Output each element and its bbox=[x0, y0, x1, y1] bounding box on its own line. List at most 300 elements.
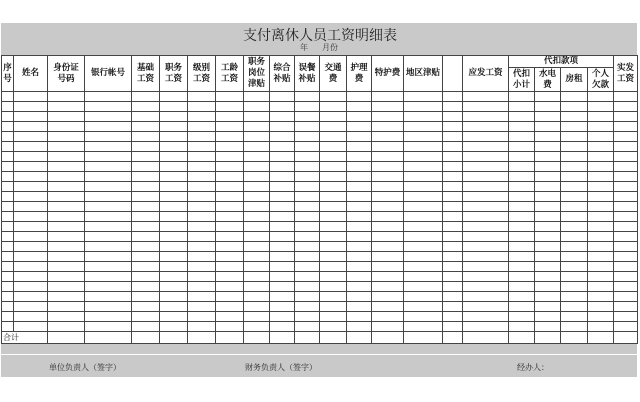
table-cell[interactable] bbox=[320, 102, 347, 112]
table-cell[interactable] bbox=[48, 202, 85, 212]
table-cell[interactable] bbox=[132, 172, 160, 182]
table-cell[interactable] bbox=[347, 222, 372, 232]
table-cell[interactable] bbox=[443, 172, 463, 182]
table-cell[interactable] bbox=[561, 302, 588, 312]
table-cell[interactable] bbox=[463, 102, 509, 112]
table-cell[interactable] bbox=[588, 102, 614, 112]
table-cell[interactable] bbox=[320, 232, 347, 242]
table-cell[interactable] bbox=[160, 272, 188, 282]
table-cell[interactable] bbox=[614, 322, 638, 332]
table-cell[interactable] bbox=[2, 172, 14, 182]
total-cell[interactable] bbox=[188, 332, 216, 344]
table-cell[interactable] bbox=[614, 282, 638, 292]
table-cell[interactable] bbox=[160, 92, 188, 102]
table-cell[interactable] bbox=[188, 292, 216, 302]
table-cell[interactable] bbox=[132, 112, 160, 122]
table-cell[interactable] bbox=[561, 242, 588, 252]
table-cell[interactable] bbox=[443, 312, 463, 322]
table-cell[interactable] bbox=[509, 312, 535, 322]
table-cell[interactable] bbox=[561, 292, 588, 302]
table-cell[interactable] bbox=[614, 172, 638, 182]
table-cell[interactable] bbox=[561, 222, 588, 232]
table-cell[interactable] bbox=[295, 252, 320, 262]
table-cell[interactable] bbox=[270, 262, 295, 272]
table-cell[interactable] bbox=[561, 162, 588, 172]
table-cell[interactable] bbox=[614, 142, 638, 152]
table-cell[interactable] bbox=[372, 92, 404, 102]
table-cell[interactable] bbox=[14, 132, 48, 142]
table-cell[interactable] bbox=[14, 262, 48, 272]
table-cell[interactable] bbox=[588, 202, 614, 212]
table-cell[interactable] bbox=[404, 172, 443, 182]
table-cell[interactable] bbox=[295, 92, 320, 102]
table-cell[interactable] bbox=[160, 222, 188, 232]
table-cell[interactable] bbox=[2, 132, 14, 142]
total-cell[interactable] bbox=[509, 332, 535, 344]
table-cell[interactable] bbox=[443, 122, 463, 132]
total-cell[interactable] bbox=[463, 332, 509, 344]
table-cell[interactable] bbox=[132, 212, 160, 222]
table-cell[interactable] bbox=[216, 312, 244, 322]
table-cell[interactable] bbox=[443, 102, 463, 112]
table-cell[interactable] bbox=[216, 282, 244, 292]
table-cell[interactable] bbox=[270, 272, 295, 282]
table-cell[interactable] bbox=[347, 132, 372, 142]
table-cell[interactable] bbox=[463, 182, 509, 192]
table-cell[interactable] bbox=[614, 112, 638, 122]
table-cell[interactable] bbox=[509, 102, 535, 112]
table-cell[interactable] bbox=[270, 132, 295, 142]
table-cell[interactable] bbox=[463, 282, 509, 292]
table-cell[interactable] bbox=[85, 322, 132, 332]
table-cell[interactable] bbox=[463, 172, 509, 182]
table-cell[interactable] bbox=[614, 302, 638, 312]
table-cell[interactable] bbox=[85, 232, 132, 242]
table-cell[interactable] bbox=[463, 262, 509, 272]
table-cell[interactable] bbox=[160, 302, 188, 312]
table-cell[interactable] bbox=[244, 322, 270, 332]
table-cell[interactable] bbox=[347, 202, 372, 212]
table-cell[interactable] bbox=[347, 162, 372, 172]
table-cell[interactable] bbox=[244, 92, 270, 102]
table-cell[interactable] bbox=[85, 172, 132, 182]
table-cell[interactable] bbox=[160, 112, 188, 122]
table-cell[interactable] bbox=[404, 192, 443, 202]
table-cell[interactable] bbox=[132, 292, 160, 302]
table-cell[interactable] bbox=[14, 282, 48, 292]
table-cell[interactable] bbox=[216, 132, 244, 142]
table-cell[interactable] bbox=[588, 182, 614, 192]
table-cell[interactable] bbox=[509, 232, 535, 242]
table-cell[interactable] bbox=[614, 182, 638, 192]
table-cell[interactable] bbox=[561, 132, 588, 142]
table-cell[interactable] bbox=[588, 142, 614, 152]
table-cell[interactable] bbox=[347, 252, 372, 262]
table-cell[interactable] bbox=[132, 222, 160, 232]
table-cell[interactable] bbox=[14, 232, 48, 242]
table-cell[interactable] bbox=[160, 132, 188, 142]
table-cell[interactable] bbox=[2, 282, 14, 292]
table-cell[interactable] bbox=[132, 192, 160, 202]
table-cell[interactable] bbox=[372, 152, 404, 162]
table-cell[interactable] bbox=[48, 272, 85, 282]
table-cell[interactable] bbox=[216, 122, 244, 132]
table-cell[interactable] bbox=[320, 212, 347, 222]
table-cell[interactable] bbox=[404, 92, 443, 102]
table-cell[interactable] bbox=[244, 122, 270, 132]
table-cell[interactable] bbox=[535, 222, 561, 232]
table-cell[interactable] bbox=[48, 252, 85, 262]
table-cell[interactable] bbox=[561, 272, 588, 282]
table-cell[interactable] bbox=[244, 132, 270, 142]
table-cell[interactable] bbox=[443, 232, 463, 242]
table-cell[interactable] bbox=[588, 122, 614, 132]
table-cell[interactable] bbox=[588, 252, 614, 262]
table-cell[interactable] bbox=[14, 292, 48, 302]
table-cell[interactable] bbox=[561, 202, 588, 212]
table-cell[interactable] bbox=[295, 122, 320, 132]
table-cell[interactable] bbox=[188, 192, 216, 202]
table-cell[interactable] bbox=[295, 232, 320, 242]
table-cell[interactable] bbox=[188, 272, 216, 282]
table-cell[interactable] bbox=[270, 172, 295, 182]
table-cell[interactable] bbox=[320, 262, 347, 272]
table-cell[interactable] bbox=[443, 302, 463, 312]
table-cell[interactable] bbox=[270, 292, 295, 302]
table-cell[interactable] bbox=[535, 302, 561, 312]
table-cell[interactable] bbox=[188, 92, 216, 102]
table-cell[interactable] bbox=[188, 102, 216, 112]
table-cell[interactable] bbox=[614, 92, 638, 102]
table-cell[interactable] bbox=[85, 162, 132, 172]
table-cell[interactable] bbox=[614, 102, 638, 112]
table-cell[interactable] bbox=[132, 102, 160, 112]
table-cell[interactable] bbox=[372, 122, 404, 132]
table-cell[interactable] bbox=[48, 312, 85, 322]
table-cell[interactable] bbox=[372, 222, 404, 232]
table-cell[interactable] bbox=[295, 262, 320, 272]
table-cell[interactable] bbox=[588, 92, 614, 102]
table-cell[interactable] bbox=[509, 252, 535, 262]
table-cell[interactable] bbox=[320, 312, 347, 322]
table-cell[interactable] bbox=[535, 152, 561, 162]
table-cell[interactable] bbox=[320, 192, 347, 202]
table-cell[interactable] bbox=[14, 272, 48, 282]
table-cell[interactable] bbox=[614, 212, 638, 222]
table-cell[interactable] bbox=[463, 302, 509, 312]
table-cell[interactable] bbox=[443, 132, 463, 142]
table-cell[interactable] bbox=[132, 142, 160, 152]
table-cell[interactable] bbox=[443, 272, 463, 282]
table-cell[interactable] bbox=[372, 232, 404, 242]
table-cell[interactable] bbox=[463, 202, 509, 212]
table-cell[interactable] bbox=[443, 222, 463, 232]
table-cell[interactable] bbox=[535, 242, 561, 252]
table-cell[interactable] bbox=[535, 252, 561, 262]
table-cell[interactable] bbox=[443, 292, 463, 302]
table-cell[interactable] bbox=[14, 152, 48, 162]
table-cell[interactable] bbox=[404, 102, 443, 112]
table-cell[interactable] bbox=[509, 212, 535, 222]
table-cell[interactable] bbox=[2, 162, 14, 172]
total-cell[interactable] bbox=[216, 332, 244, 344]
table-cell[interactable] bbox=[48, 112, 85, 122]
table-cell[interactable] bbox=[160, 292, 188, 302]
table-cell[interactable] bbox=[48, 132, 85, 142]
table-cell[interactable] bbox=[216, 142, 244, 152]
table-cell[interactable] bbox=[614, 242, 638, 252]
table-cell[interactable] bbox=[347, 312, 372, 322]
table-cell[interactable] bbox=[588, 162, 614, 172]
table-cell[interactable] bbox=[14, 312, 48, 322]
table-cell[interactable] bbox=[244, 162, 270, 172]
table-cell[interactable] bbox=[404, 322, 443, 332]
table-cell[interactable] bbox=[443, 212, 463, 222]
table-cell[interactable] bbox=[270, 152, 295, 162]
table-cell[interactable] bbox=[320, 162, 347, 172]
table-cell[interactable] bbox=[320, 142, 347, 152]
table-cell[interactable] bbox=[160, 312, 188, 322]
table-cell[interactable] bbox=[14, 92, 48, 102]
table-cell[interactable] bbox=[372, 292, 404, 302]
table-cell[interactable] bbox=[347, 102, 372, 112]
table-cell[interactable] bbox=[14, 172, 48, 182]
table-cell[interactable] bbox=[320, 152, 347, 162]
table-cell[interactable] bbox=[561, 262, 588, 272]
table-cell[interactable] bbox=[347, 212, 372, 222]
table-cell[interactable] bbox=[244, 252, 270, 262]
table-cell[interactable] bbox=[188, 172, 216, 182]
table-cell[interactable] bbox=[244, 292, 270, 302]
table-cell[interactable] bbox=[188, 202, 216, 212]
table-cell[interactable] bbox=[132, 322, 160, 332]
table-cell[interactable] bbox=[2, 102, 14, 112]
table-cell[interactable] bbox=[372, 242, 404, 252]
table-cell[interactable] bbox=[160, 252, 188, 262]
table-cell[interactable] bbox=[588, 292, 614, 302]
table-cell[interactable] bbox=[270, 222, 295, 232]
table-cell[interactable] bbox=[347, 92, 372, 102]
table-cell[interactable] bbox=[588, 212, 614, 222]
table-cell[interactable] bbox=[85, 132, 132, 142]
table-cell[interactable] bbox=[244, 262, 270, 272]
total-cell[interactable] bbox=[372, 332, 404, 344]
table-cell[interactable] bbox=[463, 242, 509, 252]
table-cell[interactable] bbox=[132, 132, 160, 142]
table-cell[interactable] bbox=[404, 242, 443, 252]
table-cell[interactable] bbox=[347, 272, 372, 282]
table-cell[interactable] bbox=[614, 232, 638, 242]
table-cell[interactable] bbox=[588, 242, 614, 252]
table-cell[interactable] bbox=[372, 272, 404, 282]
table-cell[interactable] bbox=[85, 102, 132, 112]
table-cell[interactable] bbox=[14, 162, 48, 172]
table-cell[interactable] bbox=[188, 182, 216, 192]
table-cell[interactable] bbox=[188, 302, 216, 312]
table-cell[interactable] bbox=[295, 302, 320, 312]
table-cell[interactable] bbox=[347, 112, 372, 122]
table-cell[interactable] bbox=[614, 202, 638, 212]
table-cell[interactable] bbox=[320, 242, 347, 252]
table-cell[interactable] bbox=[14, 202, 48, 212]
table-cell[interactable] bbox=[320, 182, 347, 192]
table-cell[interactable] bbox=[404, 152, 443, 162]
table-cell[interactable] bbox=[14, 102, 48, 112]
table-cell[interactable] bbox=[509, 122, 535, 132]
table-cell[interactable] bbox=[295, 242, 320, 252]
table-cell[interactable] bbox=[404, 162, 443, 172]
table-cell[interactable] bbox=[244, 222, 270, 232]
table-cell[interactable] bbox=[320, 322, 347, 332]
table-cell[interactable] bbox=[14, 182, 48, 192]
table-cell[interactable] bbox=[188, 282, 216, 292]
table-cell[interactable] bbox=[509, 182, 535, 192]
table-cell[interactable] bbox=[244, 112, 270, 122]
table-cell[interactable] bbox=[85, 252, 132, 262]
table-cell[interactable] bbox=[372, 192, 404, 202]
table-cell[interactable] bbox=[372, 172, 404, 182]
table-cell[interactable] bbox=[372, 312, 404, 322]
table-cell[interactable] bbox=[188, 242, 216, 252]
table-cell[interactable] bbox=[2, 192, 14, 202]
table-cell[interactable] bbox=[463, 92, 509, 102]
table-cell[interactable] bbox=[535, 262, 561, 272]
table-cell[interactable] bbox=[614, 222, 638, 232]
table-cell[interactable] bbox=[443, 182, 463, 192]
table-cell[interactable] bbox=[85, 222, 132, 232]
table-cell[interactable] bbox=[2, 112, 14, 122]
table-cell[interactable] bbox=[535, 132, 561, 142]
table-cell[interactable] bbox=[270, 242, 295, 252]
table-cell[interactable] bbox=[588, 132, 614, 142]
table-cell[interactable] bbox=[320, 132, 347, 142]
table-cell[interactable] bbox=[270, 182, 295, 192]
table-cell[interactable] bbox=[132, 182, 160, 192]
table-cell[interactable] bbox=[2, 222, 14, 232]
table-cell[interactable] bbox=[295, 152, 320, 162]
table-cell[interactable] bbox=[463, 132, 509, 142]
table-cell[interactable] bbox=[14, 252, 48, 262]
table-cell[interactable] bbox=[85, 262, 132, 272]
table-cell[interactable] bbox=[535, 122, 561, 132]
table-cell[interactable] bbox=[48, 182, 85, 192]
table-cell[interactable] bbox=[614, 192, 638, 202]
table-cell[interactable] bbox=[463, 312, 509, 322]
table-cell[interactable] bbox=[85, 122, 132, 132]
table-cell[interactable] bbox=[372, 182, 404, 192]
table-cell[interactable] bbox=[160, 202, 188, 212]
table-cell[interactable] bbox=[535, 162, 561, 172]
table-cell[interactable] bbox=[132, 252, 160, 262]
table-cell[interactable] bbox=[48, 302, 85, 312]
table-cell[interactable] bbox=[85, 192, 132, 202]
table-cell[interactable] bbox=[535, 192, 561, 202]
table-cell[interactable] bbox=[372, 132, 404, 142]
table-cell[interactable] bbox=[48, 282, 85, 292]
table-cell[interactable] bbox=[443, 282, 463, 292]
table-cell[interactable] bbox=[509, 192, 535, 202]
table-cell[interactable] bbox=[85, 112, 132, 122]
table-cell[interactable] bbox=[588, 172, 614, 182]
table-cell[interactable] bbox=[535, 292, 561, 302]
total-cell[interactable] bbox=[160, 332, 188, 344]
total-cell[interactable] bbox=[561, 332, 588, 344]
table-cell[interactable] bbox=[509, 202, 535, 212]
table-cell[interactable] bbox=[509, 132, 535, 142]
table-cell[interactable] bbox=[244, 202, 270, 212]
table-cell[interactable] bbox=[404, 282, 443, 292]
total-cell[interactable] bbox=[244, 332, 270, 344]
table-cell[interactable] bbox=[443, 92, 463, 102]
table-cell[interactable] bbox=[48, 122, 85, 132]
table-cell[interactable] bbox=[2, 182, 14, 192]
table-cell[interactable] bbox=[614, 152, 638, 162]
table-cell[interactable] bbox=[614, 162, 638, 172]
table-cell[interactable] bbox=[14, 302, 48, 312]
table-cell[interactable] bbox=[561, 312, 588, 322]
table-cell[interactable] bbox=[535, 322, 561, 332]
table-cell[interactable] bbox=[347, 192, 372, 202]
table-cell[interactable] bbox=[509, 272, 535, 282]
table-cell[interactable] bbox=[463, 292, 509, 302]
table-cell[interactable] bbox=[347, 322, 372, 332]
table-cell[interactable] bbox=[404, 252, 443, 262]
table-cell[interactable] bbox=[2, 212, 14, 222]
table-cell[interactable] bbox=[14, 222, 48, 232]
table-cell[interactable] bbox=[320, 282, 347, 292]
table-cell[interactable] bbox=[270, 162, 295, 172]
table-cell[interactable] bbox=[404, 312, 443, 322]
table-cell[interactable] bbox=[372, 302, 404, 312]
table-cell[interactable] bbox=[2, 302, 14, 312]
table-cell[interactable] bbox=[463, 232, 509, 242]
total-cell[interactable] bbox=[320, 332, 347, 344]
table-cell[interactable] bbox=[404, 262, 443, 272]
table-cell[interactable] bbox=[561, 232, 588, 242]
table-cell[interactable] bbox=[2, 232, 14, 242]
table-cell[interactable] bbox=[561, 142, 588, 152]
table-cell[interactable] bbox=[295, 172, 320, 182]
table-cell[interactable] bbox=[244, 272, 270, 282]
table-cell[interactable] bbox=[347, 262, 372, 272]
table-cell[interactable] bbox=[588, 192, 614, 202]
table-cell[interactable] bbox=[270, 252, 295, 262]
table-cell[interactable] bbox=[216, 292, 244, 302]
table-cell[interactable] bbox=[14, 192, 48, 202]
table-cell[interactable] bbox=[509, 172, 535, 182]
table-cell[interactable] bbox=[614, 312, 638, 322]
table-cell[interactable] bbox=[561, 152, 588, 162]
table-cell[interactable] bbox=[372, 202, 404, 212]
table-cell[interactable] bbox=[509, 282, 535, 292]
table-cell[interactable] bbox=[295, 292, 320, 302]
table-cell[interactable] bbox=[188, 252, 216, 262]
table-cell[interactable] bbox=[509, 292, 535, 302]
table-cell[interactable] bbox=[561, 102, 588, 112]
table-cell[interactable] bbox=[535, 282, 561, 292]
table-cell[interactable] bbox=[347, 142, 372, 152]
table-cell[interactable] bbox=[2, 252, 14, 262]
table-cell[interactable] bbox=[216, 202, 244, 212]
table-cell[interactable] bbox=[509, 92, 535, 102]
table-cell[interactable] bbox=[372, 262, 404, 272]
table-cell[interactable] bbox=[48, 242, 85, 252]
total-cell[interactable] bbox=[588, 332, 614, 344]
table-cell[interactable] bbox=[244, 172, 270, 182]
table-cell[interactable] bbox=[188, 212, 216, 222]
total-cell[interactable] bbox=[295, 332, 320, 344]
table-cell[interactable] bbox=[463, 192, 509, 202]
